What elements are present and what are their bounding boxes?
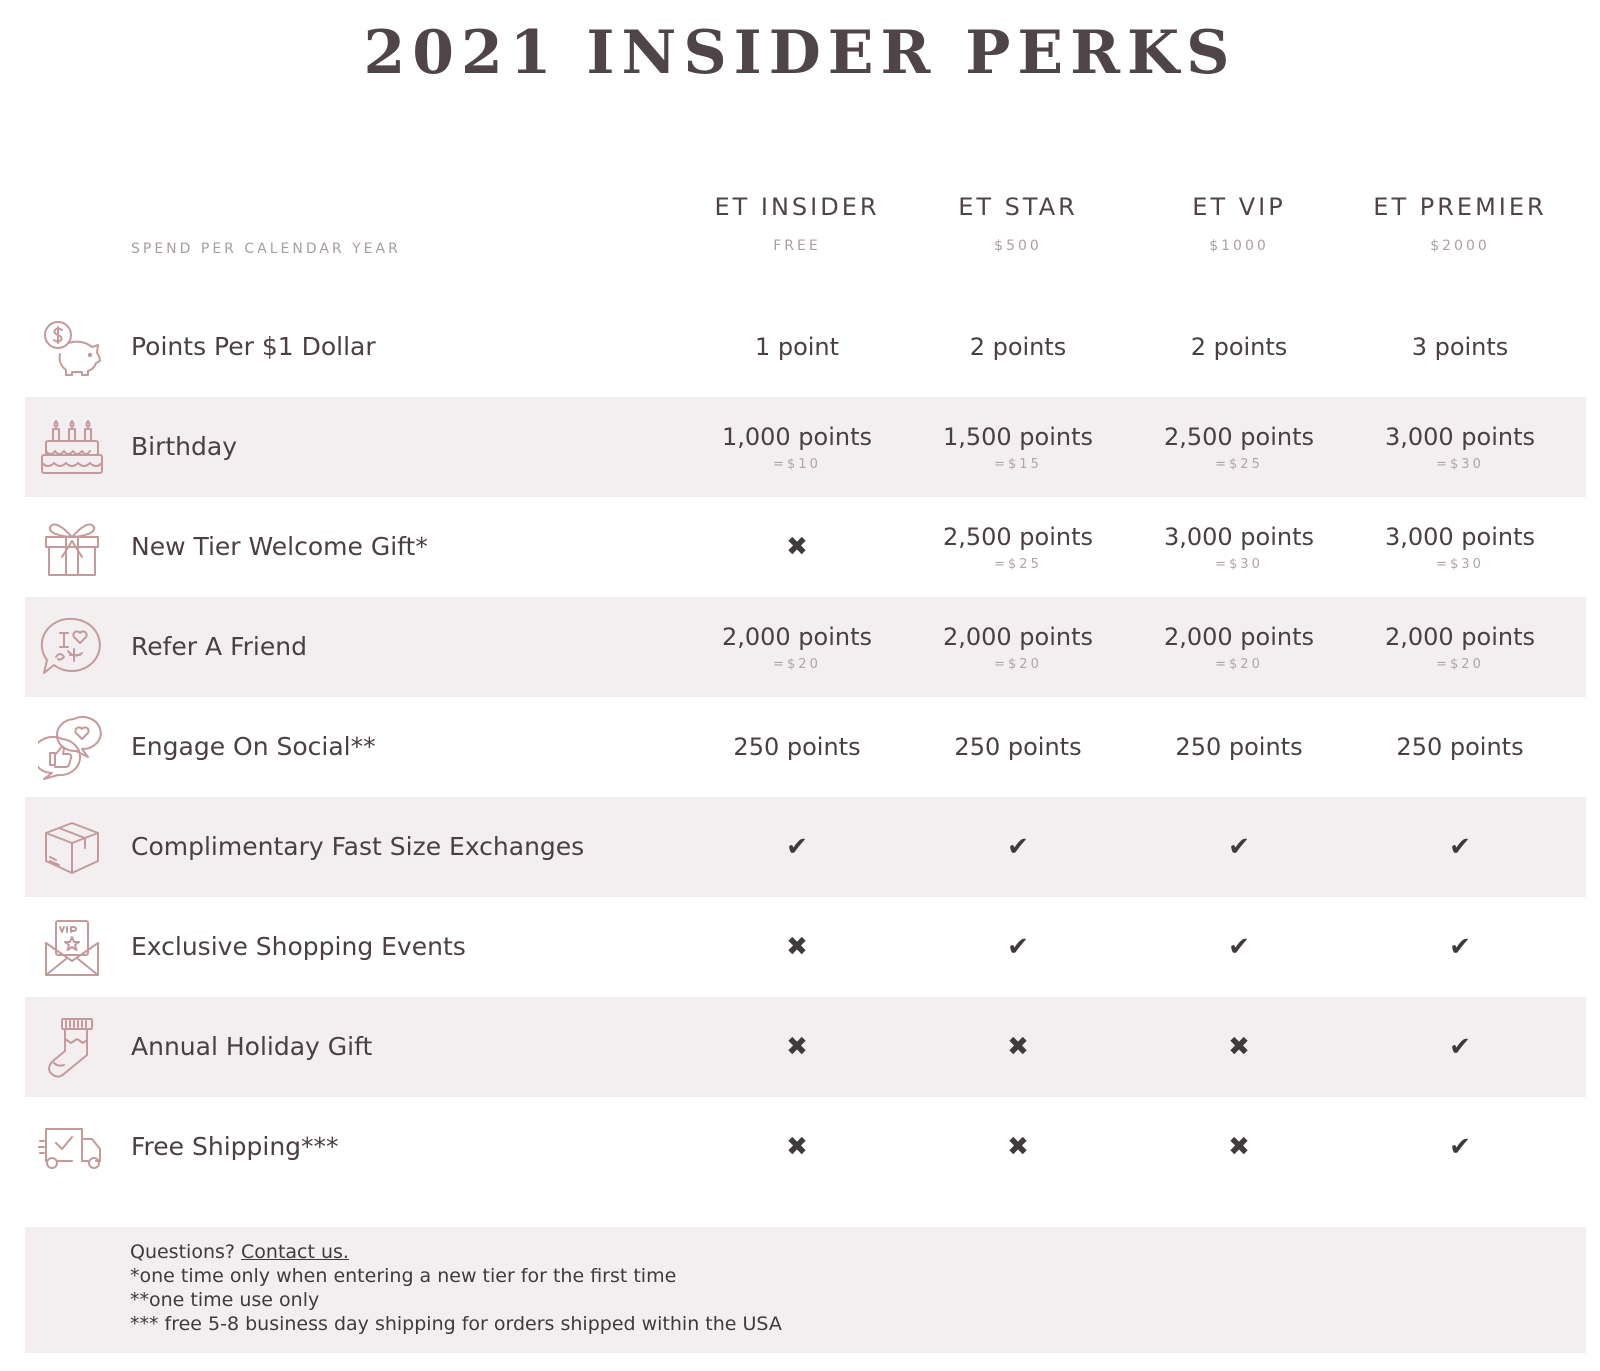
tier-cell [903, 797, 1133, 897]
cell-value: 2,000 points [942, 622, 1094, 651]
social-thumbs-up-icon [38, 713, 106, 781]
tier-price: $1000 [1209, 238, 1269, 254]
cross-icon: ✖ [1228, 1132, 1250, 1162]
tier-cell [682, 997, 912, 1097]
tier-price: FREE [773, 238, 821, 254]
checkmark-icon: ✔ [1007, 832, 1029, 862]
tier-cell [1345, 497, 1575, 597]
perk-row-free-shipping [25, 1097, 1586, 1197]
cell-value: 2,000 points [721, 622, 873, 651]
cell-value: 2 points [1190, 333, 1288, 361]
checkmark-icon: ✔ [1449, 1032, 1471, 1062]
footnote-two: **one time use only [130, 1289, 320, 1311]
tier-name: ET INSIDER [714, 193, 880, 221]
tier-header-star [903, 193, 1133, 254]
perk-row-shopping-events [25, 897, 1586, 997]
tier-header-insider [682, 193, 912, 254]
cell-value: 2,500 points [942, 522, 1094, 551]
cell-dollar-value: =$20 [1436, 656, 1484, 672]
tier-cell [1124, 1097, 1354, 1197]
cell-value: 2,000 points [1163, 622, 1315, 651]
tier-cell [1124, 997, 1354, 1097]
tier-cell [1345, 697, 1575, 797]
cell-value: 3,000 points [1384, 522, 1536, 551]
cross-icon: ✖ [786, 532, 808, 562]
tier-cell [1345, 297, 1575, 397]
cross-icon: ✖ [786, 932, 808, 962]
i-love-et-bubble-icon [38, 613, 106, 681]
piggy-bank-icon [38, 313, 106, 381]
cell-dollar-value: =$30 [1215, 556, 1263, 572]
cell-value: 2 points [969, 333, 1067, 361]
perk-row-birthday [25, 397, 1586, 497]
perk-row-holiday-gift [25, 997, 1586, 1097]
perk-label: Refer A Friend [131, 632, 307, 661]
cell-value: 1 point [754, 333, 840, 361]
perk-label: Annual Holiday Gift [131, 1032, 373, 1061]
cell-value: 3 points [1411, 333, 1509, 361]
tier-cell [682, 697, 912, 797]
tier-cell [1124, 897, 1354, 997]
tier-name: ET PREMIER [1373, 193, 1547, 221]
tier-cell [903, 297, 1133, 397]
cell-value: 250 points [733, 733, 861, 761]
cell-value: 250 points [954, 733, 1082, 761]
tier-cell [682, 1097, 912, 1197]
cell-dollar-value: =$25 [1215, 456, 1263, 472]
cell-dollar-value: =$20 [994, 656, 1042, 672]
perk-label: Points Per $1 Dollar [131, 332, 376, 361]
tier-header-premier [1345, 193, 1575, 254]
vip-envelope-icon [38, 913, 106, 981]
cell-value: 250 points [1396, 733, 1524, 761]
cell-dollar-value: =$25 [994, 556, 1042, 572]
contact-us-link[interactable]: Contact us. [241, 1241, 349, 1263]
gift-box-icon [38, 513, 106, 581]
tier-price: $2000 [1430, 238, 1490, 254]
cell-dollar-value: =$30 [1436, 556, 1484, 572]
tier-cell [1345, 597, 1575, 697]
tier-header-vip [1124, 193, 1354, 254]
tier-cell [1124, 597, 1354, 697]
tier-cell [1345, 997, 1575, 1097]
tier-cell [1345, 397, 1575, 497]
cell-value: 2,000 points [1384, 622, 1536, 651]
footnote-one: *one time only when entering a new tier for the first time [130, 1265, 677, 1287]
tier-cell [1345, 797, 1575, 897]
perk-label: Free Shipping*** [131, 1132, 339, 1161]
tier-cell [903, 397, 1133, 497]
cell-dollar-value: =$20 [1215, 656, 1263, 672]
perk-label: Exclusive Shopping Events [131, 932, 466, 961]
package-box-icon [38, 813, 106, 881]
cell-value: 3,000 points [1163, 522, 1315, 551]
checkmark-icon: ✔ [1228, 832, 1250, 862]
birthday-cake-icon [38, 413, 106, 481]
cross-icon: ✖ [1228, 1032, 1250, 1062]
perk-label: New Tier Welcome Gift* [131, 532, 428, 561]
perk-row-engage-social [25, 697, 1586, 797]
perk-row-welcome-gift [25, 497, 1586, 597]
checkmark-icon: ✔ [786, 832, 808, 862]
questions-line [130, 1240, 782, 1264]
cross-icon: ✖ [1007, 1132, 1029, 1162]
tier-cell [1124, 397, 1354, 497]
cell-dollar-value: =$30 [1436, 456, 1484, 472]
perk-label: Engage On Social** [131, 732, 376, 761]
cross-icon: ✖ [1007, 1032, 1029, 1062]
tier-cell [682, 397, 912, 497]
tier-price: $500 [994, 238, 1042, 254]
tier-name: ET VIP [1192, 193, 1286, 221]
cell-value: 2,500 points [1163, 422, 1315, 451]
tier-cell [903, 997, 1133, 1097]
checkmark-icon: ✔ [1449, 832, 1471, 862]
cell-value: 3,000 points [1384, 422, 1536, 451]
tier-cell [682, 897, 912, 997]
tier-cell [1345, 897, 1575, 997]
cell-dollar-value: =$20 [773, 656, 821, 672]
tier-cell [903, 697, 1133, 797]
tier-cell [903, 497, 1133, 597]
perk-row-points-per-dollar [25, 297, 1586, 397]
tier-cell [903, 597, 1133, 697]
cell-value: 1,000 points [721, 422, 873, 451]
checkmark-icon: ✔ [1449, 1132, 1471, 1162]
tier-cell [682, 797, 912, 897]
holiday-stocking-icon [38, 1013, 106, 1081]
tier-cell [1124, 697, 1354, 797]
cross-icon: ✖ [786, 1032, 808, 1062]
cell-dollar-value: =$15 [994, 456, 1042, 472]
tier-cell [903, 1097, 1133, 1197]
questions-text: Questions? [130, 1241, 235, 1263]
tier-cell [1124, 497, 1354, 597]
tier-name: ET STAR [958, 193, 1078, 221]
delivery-truck-icon [38, 1113, 106, 1181]
checkmark-icon: ✔ [1007, 932, 1029, 962]
tier-cell [1345, 1097, 1575, 1197]
spend-per-year-label: SPEND PER CALENDAR YEAR [131, 241, 401, 257]
tier-cell [682, 597, 912, 697]
cell-value: 1,500 points [942, 422, 1094, 451]
perk-label: Complimentary Fast Size Exchanges [131, 832, 585, 861]
tier-cell [1124, 297, 1354, 397]
tier-cell [682, 297, 912, 397]
tier-cell [1124, 797, 1354, 897]
tier-cell [682, 497, 912, 597]
footnote-three: *** free 5-8 business day shipping for orders shipped within the USA [130, 1313, 782, 1335]
checkmark-icon: ✔ [1228, 932, 1250, 962]
perk-row-refer-friend [25, 597, 1586, 697]
tier-cell [903, 897, 1133, 997]
checkmark-icon: ✔ [1449, 932, 1471, 962]
perk-row-size-exchanges [25, 797, 1586, 897]
footnotes-panel [25, 1227, 1586, 1353]
perk-label: Birthday [131, 432, 238, 461]
cell-value: 250 points [1175, 733, 1303, 761]
cell-dollar-value: =$10 [773, 456, 821, 472]
cross-icon: ✖ [786, 1132, 808, 1162]
page-title: 2021 INSIDER PERKS [363, 18, 1237, 88]
